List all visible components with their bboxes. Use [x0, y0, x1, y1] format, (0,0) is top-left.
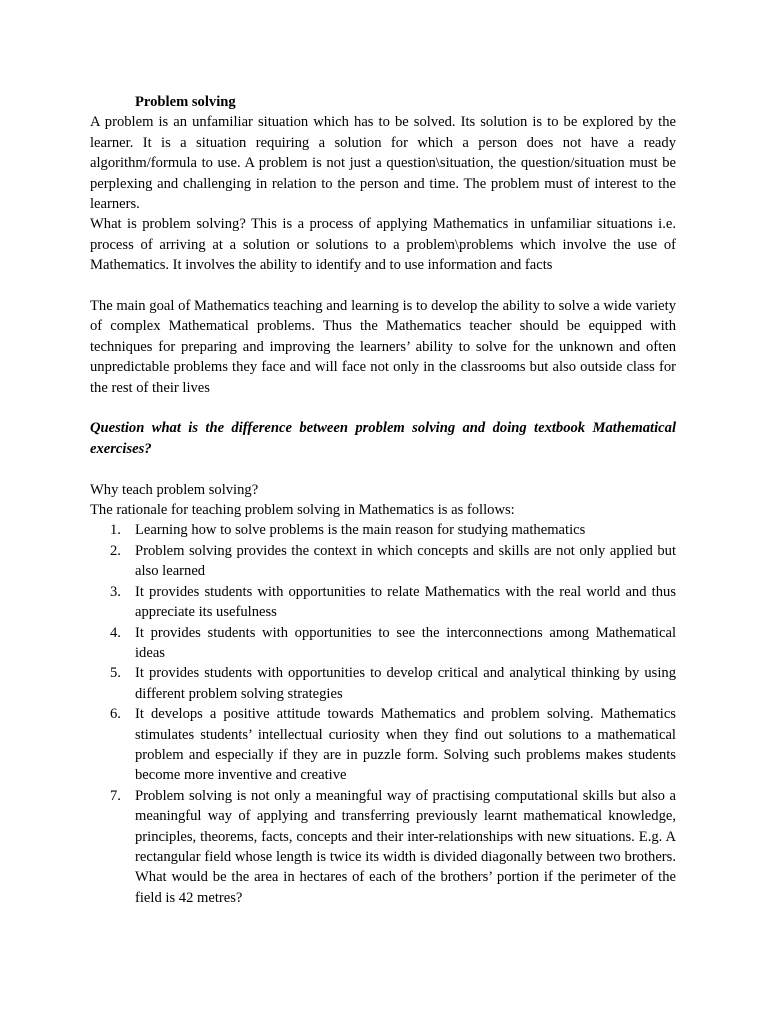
list-item-number: 7. [110, 787, 121, 804]
list-item [90, 623, 676, 664]
list-item-text: Learning how to solve problems is the main reason for studying mathematics [135, 522, 586, 539]
document-page [90, 92, 676, 908]
section-heading: Problem solving [135, 94, 236, 110]
list-item [90, 704, 676, 786]
question-paragraph: Question what is the difference between problem solving and doing textbook Mathematical exercises? [90, 420, 676, 457]
list-item-number: 3. [110, 583, 121, 600]
list-item-text: It develops a positive attitude towards Mathematics and problem solving. Mathematics stimulates students’ intellectual curiosity when they find out solutions to a mathematical problem and especially if they are in puzzle form. Solving such problems makes students become more inventive and creative [135, 706, 676, 784]
list-item [90, 520, 676, 540]
definition-paragraph: A problem is an unfamiliar situation which has to be solved. Its solution is to be explored by the learner. It is a situation requiring a solution for which a person does not have a ready algorithm/formula to use. A problem is not just a question\situation, the question/situation must be perplexing and challenging in relation to the person and time. The problem must of interest to the learners. [90, 114, 676, 213]
goal-paragraph: The main goal of Mathematics teaching and learning is to develop the ability to solve a wide variety of complex Mathematical problems. Thus the Mathematics teacher should be equipped with techniques for preparing and improving the learners’ ability to solve for the unknown and often unpredictable problems they face and will face not only in the classrooms but also outside class for the rest of their lives [90, 298, 676, 396]
list-item-number: 6. [110, 706, 121, 723]
why-heading: Why teach problem solving? [90, 481, 259, 498]
list-item-text: It provides students with opportunities to see the interconnections among Mathematical ideas [135, 624, 676, 661]
list-item-number: 2. [110, 542, 121, 559]
rationale-intro: The rationale for teaching problem solving in Mathematics is as follows: [90, 502, 515, 519]
rationale-list [90, 520, 676, 908]
list-item [90, 582, 676, 623]
list-item-text: It provides students with opportunities to develop critical and analytical thinking by using different problem solving strategies [135, 665, 676, 702]
list-item-text: Problem solving is not only a meaningful way of practising computational skills but also a meaningful way of applying and transferring previously learnt mathematical knowledge, principles, theorems, facts, concepts and their inter-relationships with new situations. E.g. A rectangular field whose length is twice its width is divided diagonally between two brothers. What would be the area in hectares of each of the brothers’ portion if the perimeter of the field is 42 metres? [135, 787, 676, 906]
list-item-text: Problem solving provides the context in which concepts and skills are not only applied but also learned [135, 542, 676, 580]
list-item-text: It provides students with opportunities to relate Mathematics with the real world and thus appreciate its usefulness [135, 583, 676, 621]
list-item [90, 786, 676, 908]
list-item [90, 541, 676, 582]
blank-line [90, 276, 676, 296]
list-item-number: 1. [110, 522, 121, 539]
list-item [90, 663, 676, 704]
blank-line [90, 398, 676, 418]
what-is-paragraph: What is problem solving? This is a process of applying Mathematics in unfamiliar situations i.e. process of arriving at a solution or solutions to a problem\problems which involve the use of Mathematics. It involves the ability to identify and to use information and facts [90, 216, 676, 274]
list-item-number: 4. [110, 624, 121, 641]
list-item-number: 5. [110, 665, 121, 682]
blank-line [90, 459, 676, 479]
